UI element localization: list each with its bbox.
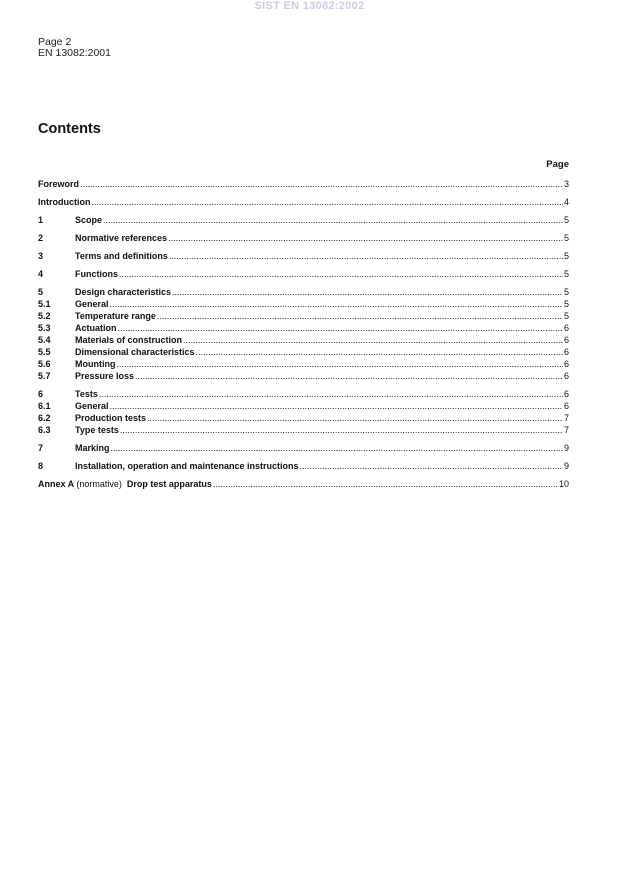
toc-title: Installation, operation and maintenance instructions <box>75 461 299 471</box>
toc-number: 5.5 <box>38 347 51 357</box>
toc-entry-7[interactable] <box>38 442 569 454</box>
toc-number: 5.3 <box>38 323 51 333</box>
dot-leader <box>183 334 563 346</box>
toc-page: 6 <box>563 323 569 333</box>
dot-leader <box>157 310 563 322</box>
dot-leader <box>119 268 563 280</box>
dot-leader <box>111 442 563 454</box>
toc-number: 8 <box>38 461 44 471</box>
toc-page: 4 <box>563 197 569 207</box>
toc-entry-5-7[interactable] <box>38 370 569 382</box>
toc-title: Introduction <box>38 197 91 207</box>
toc-title: Type tests <box>75 425 119 435</box>
dot-leader <box>118 322 563 334</box>
toc-page: 5 <box>563 269 569 279</box>
toc-number: 6.1 <box>38 401 51 411</box>
toc-entry-3[interactable] <box>38 250 569 262</box>
toc-entry-5[interactable] <box>38 286 569 298</box>
toc-title: Tests <box>75 389 98 399</box>
dot-leader <box>135 370 563 382</box>
toc-title: Normative references <box>75 233 168 243</box>
toc-page: 6 <box>563 401 569 411</box>
toc-title: Dimensional characteristics <box>75 347 195 357</box>
dot-leader <box>110 400 563 412</box>
toc-title: Production tests <box>75 413 147 423</box>
toc-title: General <box>75 401 109 411</box>
table-of-contents <box>38 178 569 490</box>
watermark: SIST EN 13082:2002 <box>254 0 365 12</box>
toc-page: 7 <box>563 425 569 435</box>
toc-page: 5 <box>563 311 569 321</box>
toc-number: 7 <box>38 443 44 453</box>
toc-entry-5-2[interactable] <box>38 310 569 322</box>
toc-entry-5-3[interactable] <box>38 322 569 334</box>
dot-leader <box>196 346 563 358</box>
page-number: Page 2 <box>38 36 72 48</box>
toc-entry-6[interactable] <box>38 388 569 400</box>
toc-entry-6-3[interactable] <box>38 424 569 436</box>
toc-entry-2[interactable] <box>38 232 569 244</box>
toc-number: 5.7 <box>38 371 51 381</box>
toc-page: 9 <box>563 443 569 453</box>
toc-entry-1[interactable] <box>38 214 569 226</box>
page-header <box>38 37 111 59</box>
toc-number: 6.3 <box>38 425 51 435</box>
document-id: EN 13082:2001 <box>38 47 111 59</box>
toc-title: Actuation <box>75 323 117 333</box>
toc-page: 5 <box>563 299 569 309</box>
dot-leader <box>213 478 558 490</box>
toc-page: 5 <box>563 215 569 225</box>
dot-leader <box>92 196 563 208</box>
toc-title: Temperature range <box>75 311 156 321</box>
toc-page: 5 <box>563 233 569 243</box>
toc-page: 3 <box>563 179 569 189</box>
toc-entry-5-4[interactable] <box>38 334 569 346</box>
dot-leader <box>116 358 563 370</box>
toc-number: 6.2 <box>38 413 51 423</box>
dot-leader <box>99 388 563 400</box>
toc-page: 9 <box>563 461 569 471</box>
toc-title <box>38 478 212 490</box>
toc-title: General <box>75 299 109 309</box>
toc-title: Foreword <box>38 179 80 189</box>
toc-number: 3 <box>38 251 44 261</box>
toc-title: Pressure loss <box>75 371 135 381</box>
toc-page: 5 <box>563 287 569 297</box>
toc-number: 1 <box>38 215 44 225</box>
toc-number: 5.6 <box>38 359 51 369</box>
toc-number: 5.1 <box>38 299 51 309</box>
toc-number: 4 <box>38 269 44 279</box>
toc-page: 6 <box>563 335 569 345</box>
dot-leader <box>172 286 563 298</box>
dot-leader <box>147 412 563 424</box>
dot-leader <box>169 250 563 262</box>
toc-entry-introduction[interactable] <box>38 196 569 208</box>
dot-leader <box>103 214 563 226</box>
toc-page: 7 <box>563 413 569 423</box>
toc-entry-4[interactable] <box>38 268 569 280</box>
toc-page: 6 <box>563 347 569 357</box>
toc-entry-8[interactable] <box>38 460 569 472</box>
toc-page: 6 <box>563 359 569 369</box>
toc-page: 6 <box>563 389 569 399</box>
toc-entry-6-1[interactable] <box>38 400 569 412</box>
dot-leader <box>300 460 563 472</box>
toc-title: Materials of construction <box>75 335 183 345</box>
toc-title: Mounting <box>75 359 116 369</box>
toc-number: 5.4 <box>38 335 51 345</box>
toc-title: Marking <box>75 443 110 453</box>
toc-title: Terms and definitions <box>75 251 168 261</box>
toc-entry-5-6[interactable] <box>38 358 569 370</box>
toc-title: Scope <box>75 215 103 225</box>
dot-leader <box>168 232 563 244</box>
annex-label: Annex A <box>38 479 74 489</box>
annex-title: Drop test apparatus <box>126 479 212 489</box>
page-column-label: Page <box>546 159 569 170</box>
dot-leader <box>120 424 563 436</box>
toc-number: 6 <box>38 389 44 399</box>
dot-leader <box>110 298 563 310</box>
toc-number: 2 <box>38 233 44 243</box>
toc-page: 10 <box>558 479 569 489</box>
toc-number: 5.2 <box>38 311 51 321</box>
toc-number: 5 <box>38 287 44 297</box>
toc-entry-5-5[interactable] <box>38 346 569 358</box>
annex-qualifier: (normative) <box>76 479 122 489</box>
toc-entry-foreword[interactable] <box>38 178 569 190</box>
toc-page: 6 <box>563 371 569 381</box>
dot-leader <box>80 178 563 190</box>
toc-page: 5 <box>563 251 569 261</box>
toc-entry-5-1[interactable] <box>38 298 569 310</box>
contents-title: Contents <box>38 121 101 137</box>
toc-entry-6-2[interactable] <box>38 412 569 424</box>
toc-title: Functions <box>75 269 118 279</box>
toc-title: Design characteristics <box>75 287 172 297</box>
toc-entry-annex-a[interactable] <box>38 478 569 490</box>
